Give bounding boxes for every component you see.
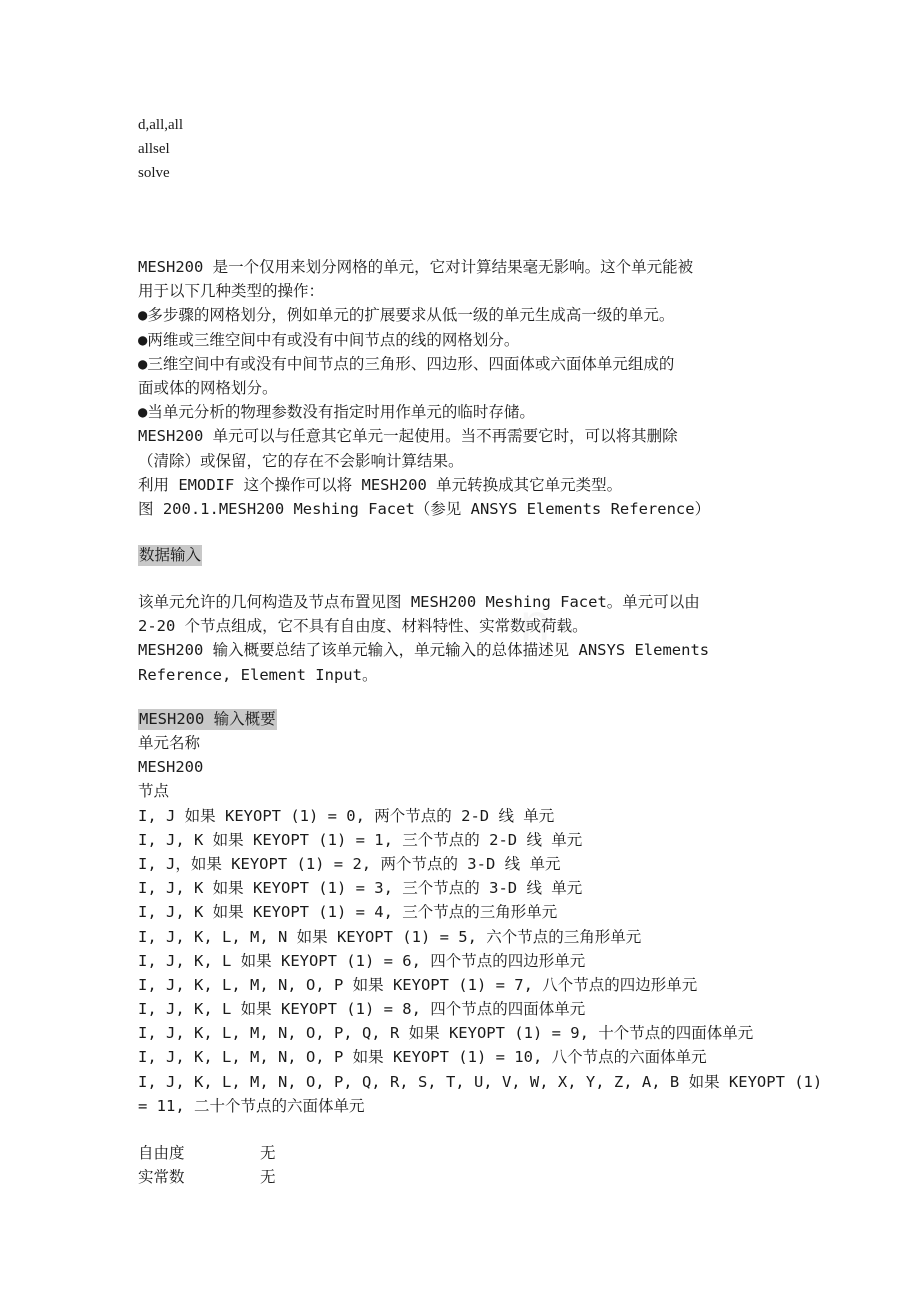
summary-line: I, J，如果 KEYOPT (1) = 2, 两个节点的 3-D 线 单元 bbox=[138, 854, 561, 873]
command-line: allsel bbox=[138, 141, 170, 157]
property-value: 无 bbox=[260, 1144, 276, 1162]
text-line: Reference, Element Input。 bbox=[138, 665, 378, 684]
text-line: 该单元允许的几何构造及节点布置见图 MESH200 Meshing Facet。单元可以由 bbox=[138, 593, 700, 611]
summary-line: I, J, K 如果 KEYOPT (1) = 4, 三个节点的三角形单元 bbox=[138, 903, 558, 922]
summary-line: I, J, K, L, M, N 如果 KEYOPT (1) = 5, 六个节点的三角形单元 bbox=[138, 927, 642, 946]
command-line: solve bbox=[138, 165, 170, 181]
figure-caption: 图 200.1.MESH200 Meshing Facet（参见 ANSYS Elements Reference） bbox=[138, 499, 711, 518]
summary-line: = 11, 二十个节点的六面体单元 bbox=[138, 1096, 365, 1115]
heading-text: MESH200 输入概要 bbox=[139, 710, 276, 728]
text-line: MESH200 是一个仅用来划分网格的单元，它对计算结果毫无影响。这个单元能被 bbox=[138, 258, 694, 276]
property-key: 自由度 bbox=[138, 1144, 185, 1162]
summary-line: I, J, K, L, M, N, O, P 如果 KEYOPT (1) = 10, 八个节点的六面体单元 bbox=[138, 1048, 707, 1067]
section-heading-data-input bbox=[138, 543, 202, 567]
text-line: 用于以下几种类型的操作： bbox=[138, 282, 325, 301]
bullet-line: ●多步骤的网格划分，例如单元的扩展要求从低一级的单元生成高一级的单元。 bbox=[138, 306, 675, 325]
heading-text: 数据输入 bbox=[139, 546, 202, 564]
property-row-real-constants bbox=[138, 1165, 276, 1189]
summary-line: I, J 如果 KEYOPT (1) = 0, 两个节点的 2-D 线 单元 bbox=[138, 806, 555, 825]
summary-line: 单元名称 bbox=[138, 734, 201, 752]
text-line: 利用 EMODIF 这个操作可以将 MESH200 单元转换成其它单元类型。 bbox=[138, 475, 623, 494]
text-line: 2-20 个节点组成，它不具有自由度、材料特性、实常数或荷载。 bbox=[138, 617, 588, 636]
data-input-paragraph bbox=[138, 590, 709, 687]
command-block bbox=[138, 113, 183, 185]
summary-line: I, J, K 如果 KEYOPT (1) = 1, 三个节点的 2-D 线 单元 bbox=[138, 830, 583, 849]
properties-list bbox=[138, 1141, 276, 1189]
text-line: （清除）或保留，它的存在不会影响计算结果。 bbox=[138, 451, 464, 470]
property-key: 实常数 bbox=[138, 1168, 185, 1187]
bullet-line: ●两维或三维空间中有或没有中间节点的线的网格划分。 bbox=[138, 330, 520, 349]
bullet-line: ●当单元分析的物理参数没有指定时用作单元的临时存储。 bbox=[138, 403, 535, 422]
summary-line: I, J, K, L 如果 KEYOPT (1) = 6, 四个节点的四边形单元 bbox=[138, 951, 586, 970]
summary-line: 节点 bbox=[138, 782, 170, 801]
bullet-line: ●三维空间中有或没有中间节点的三角形、四边形、四面体或六面体单元组成的 bbox=[138, 354, 675, 373]
intro-paragraph bbox=[138, 255, 710, 521]
summary-line: I, J, K 如果 KEYOPT (1) = 3, 三个节点的 3-D 线 单元 bbox=[138, 879, 583, 898]
summary-line: I, J, K, L, M, N, O, P, Q, R 如果 KEYOPT (1) = 9, 十个节点的四面体单元 bbox=[138, 1024, 754, 1043]
text-line: MESH200 单元可以与任意其它单元一起使用。当不再需要它时，可以将其删除 bbox=[138, 427, 678, 446]
property-row-dof bbox=[138, 1141, 276, 1165]
text-line: 面或体的网格划分。 bbox=[138, 378, 278, 397]
summary-line: I, J, K, L, M, N, O, P 如果 KEYOPT (1) = 7, 八个节点的四边形单元 bbox=[138, 975, 698, 994]
section-heading-input-summary bbox=[138, 707, 277, 731]
text-line: MESH200 输入概要总结了该单元输入，单元输入的总体描述见 ANSYS Elements bbox=[138, 641, 710, 660]
command-line: d,all,all bbox=[138, 117, 183, 133]
input-summary-list bbox=[138, 731, 822, 1118]
summary-line: I, J, K, L 如果 KEYOPT (1) = 8, 四个节点的四面体单元 bbox=[138, 1000, 586, 1019]
summary-line: MESH200 bbox=[138, 758, 204, 777]
summary-line: I, J, K, L, M, N, O, P, Q, R, S, T, U, V, W, X, Y, Z, A, B 如果 KEYOPT (1) bbox=[138, 1072, 823, 1091]
property-value: 无 bbox=[260, 1168, 276, 1187]
